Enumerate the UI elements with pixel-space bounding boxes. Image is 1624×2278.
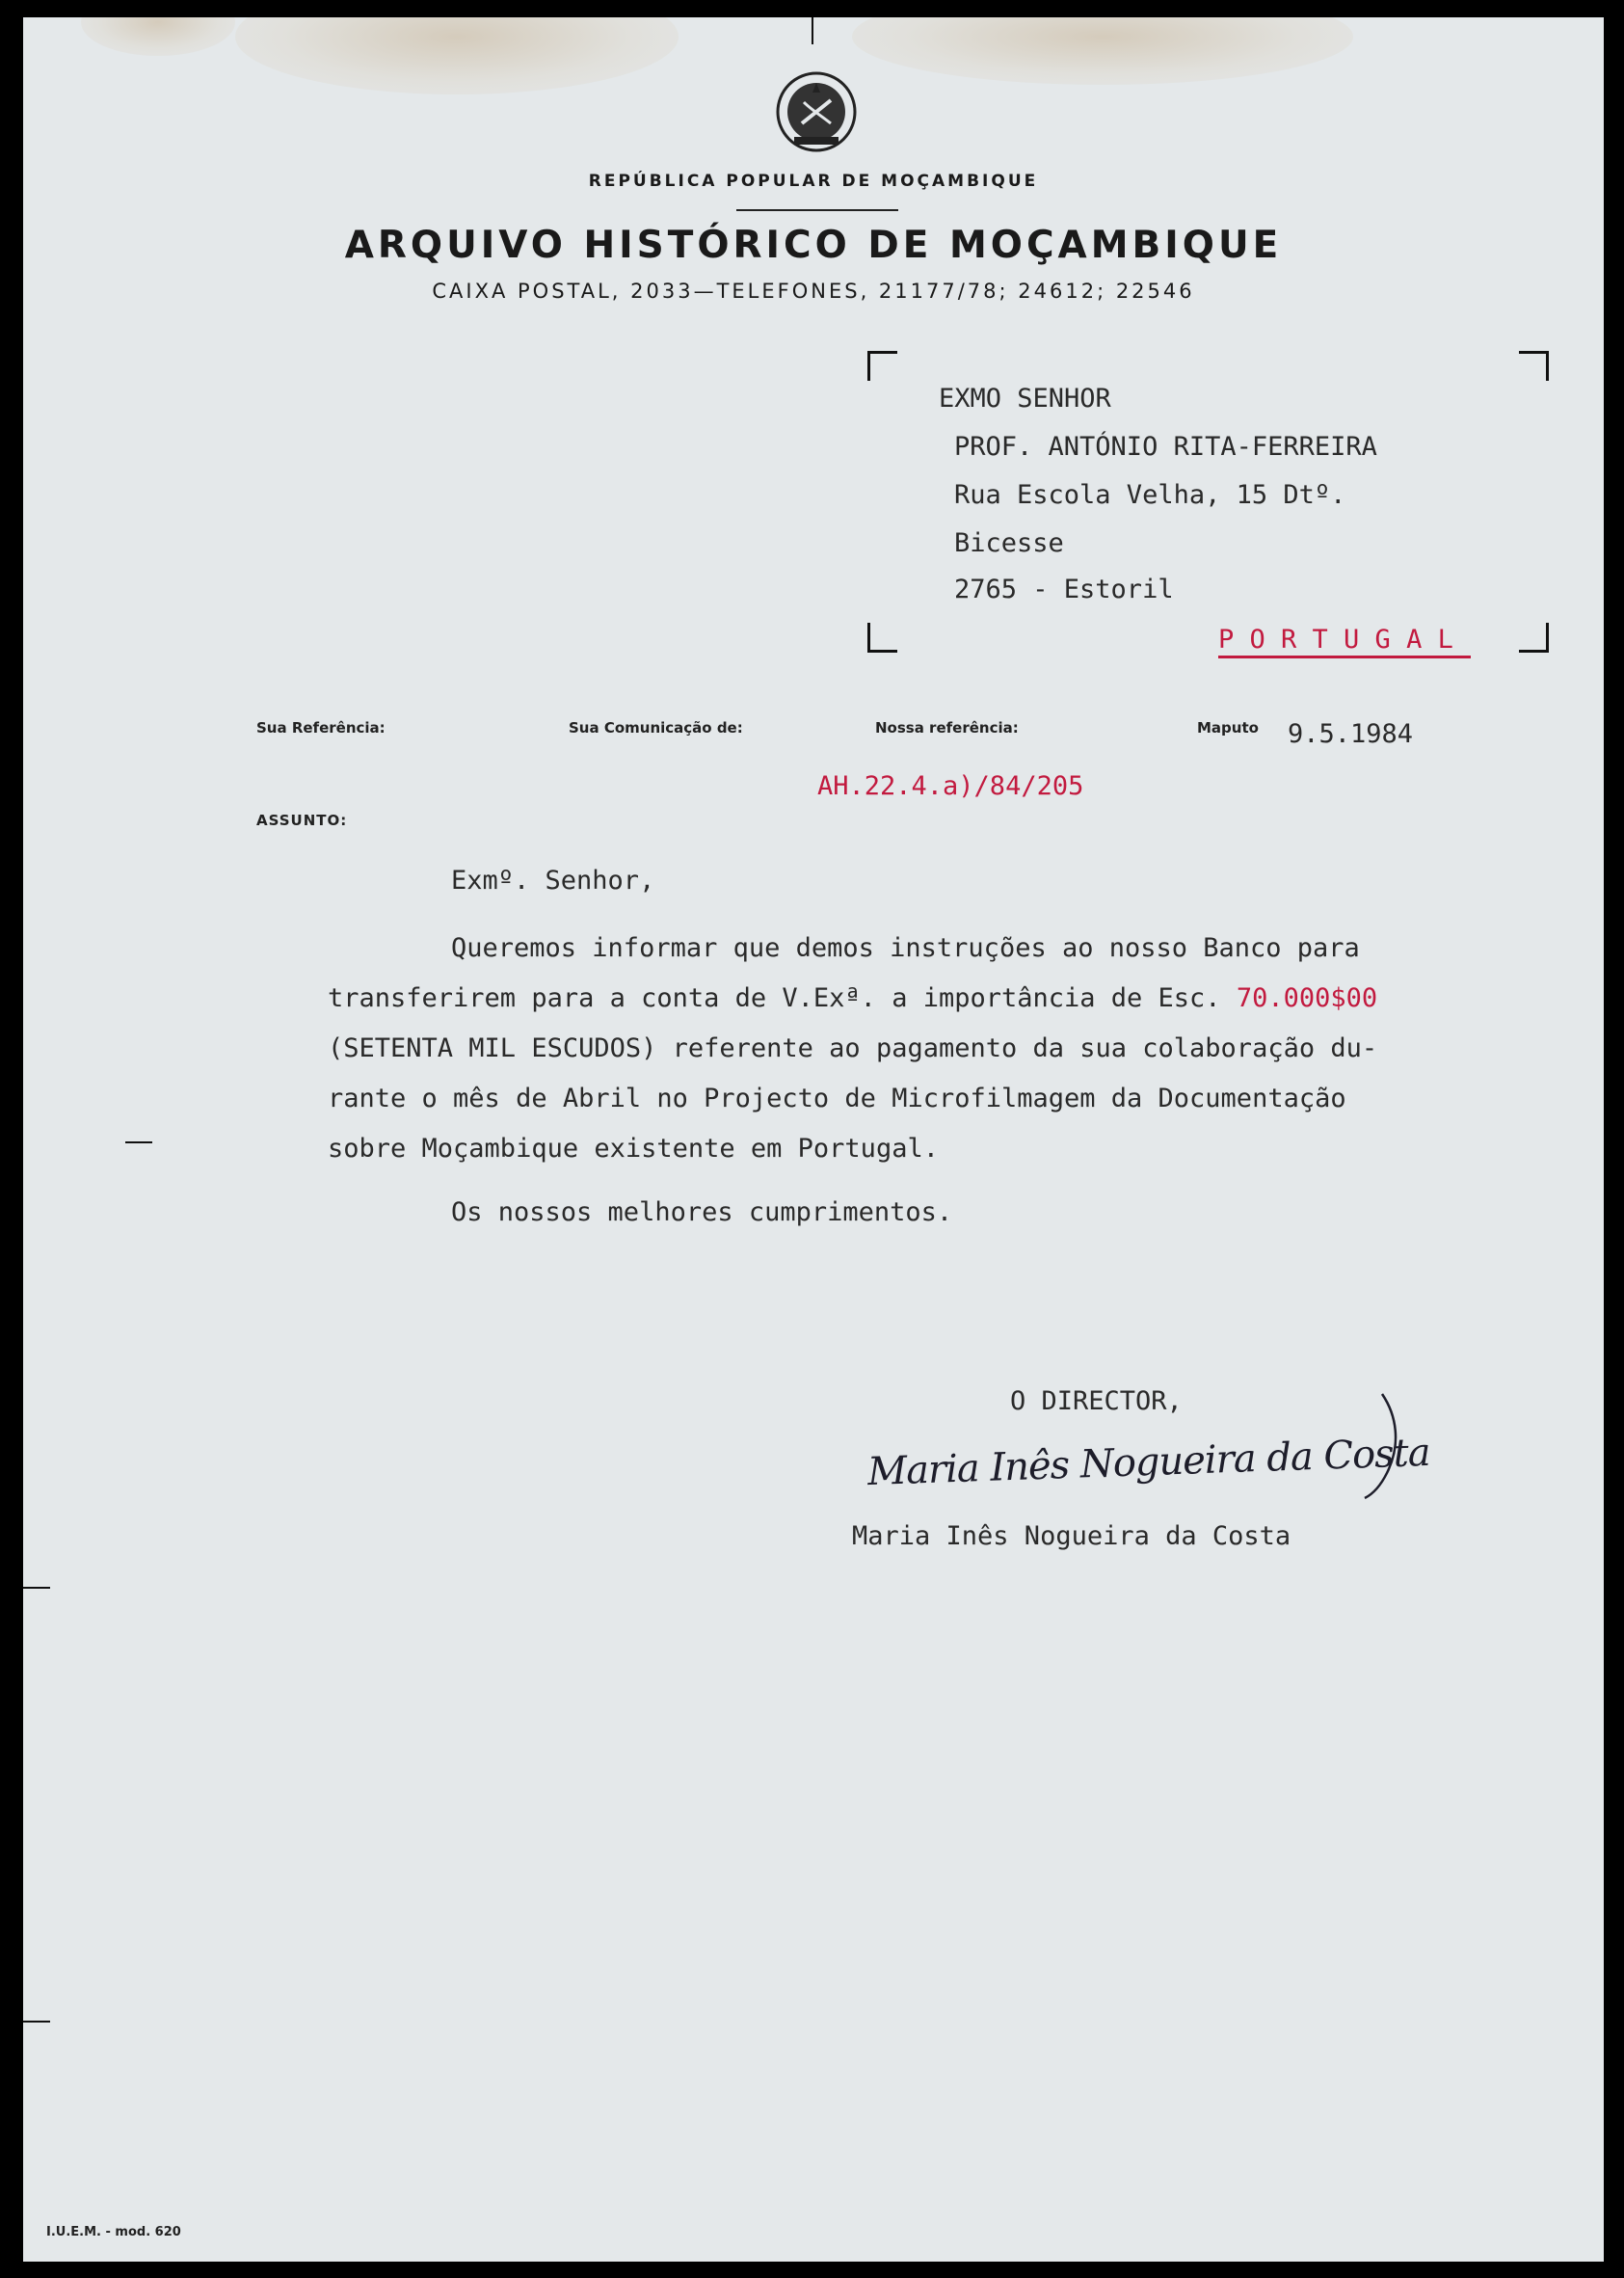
your-communication-label: Sua Comunicação de: bbox=[569, 719, 743, 737]
fold-mark bbox=[125, 1141, 152, 1143]
body-line-4: rante o mês de Abril no Projecto de Microfilmagem da Documentação bbox=[328, 1084, 1346, 1113]
body-line-2 bbox=[328, 983, 1377, 1013]
subject-label: ASSUNTO: bbox=[256, 812, 348, 829]
recipient-street: Rua Escola Velha, 15 Dtº. bbox=[954, 480, 1346, 510]
signature-flourish bbox=[1344, 1386, 1421, 1502]
paper-stain bbox=[852, 17, 1353, 85]
your-reference-label: Sua Referência: bbox=[256, 719, 386, 737]
our-reference-value: AH.22.4.a)/84/205 bbox=[817, 771, 1084, 801]
body-line-2-text: transferirem para a conta de V.Exª. a importância de Esc. bbox=[328, 983, 1237, 1013]
coat-of-arms-emblem bbox=[773, 67, 860, 156]
republic-name: REPÚBLICA POPULAR DE MOÇAMBIQUE bbox=[588, 172, 1039, 191]
fold-mark bbox=[23, 2021, 50, 2023]
recipient-salutation: EXMO SENHOR bbox=[939, 384, 1111, 414]
body-line-3: (SETENTA MIL ESCUDOS) referente ao pagamento da sua colaboração du- bbox=[328, 1033, 1378, 1063]
signatory-title: O DIRECTOR, bbox=[1010, 1386, 1183, 1416]
body-line-1: Queremos informar que demos instruções ao nosso Banco para bbox=[451, 933, 1360, 963]
recipient-locality: Bicesse bbox=[954, 528, 1064, 558]
window-corner-top-left bbox=[867, 351, 897, 381]
body-salutation: Exmº. Senhor, bbox=[451, 866, 655, 896]
handwritten-signature: Maria Inês Nogueira da Costa bbox=[866, 1430, 1431, 1495]
recipient-name: PROF. ANTÓNIO RITA-FERREIRA bbox=[954, 432, 1377, 462]
signatory-name: Maria Inês Nogueira da Costa bbox=[852, 1521, 1291, 1551]
body-closing: Os nossos melhores cumprimentos. bbox=[451, 1197, 953, 1227]
paper-stain bbox=[81, 17, 235, 56]
header-divider bbox=[736, 209, 898, 211]
form-code: I.U.E.M. - mod. 620 bbox=[46, 2225, 181, 2239]
window-corner-bottom-left bbox=[867, 623, 897, 653]
place-label: Maputo bbox=[1197, 719, 1259, 737]
paper-stain bbox=[235, 17, 679, 94]
fold-mark bbox=[812, 17, 813, 44]
our-reference-label: Nossa referência: bbox=[875, 719, 1019, 737]
letter-page bbox=[23, 17, 1604, 2262]
window-corner-bottom-right bbox=[1519, 623, 1549, 653]
recipient-city: 2765 - Estoril bbox=[954, 575, 1174, 604]
recipient-country: P O R T U G A L bbox=[1218, 625, 1453, 655]
fold-mark bbox=[23, 1587, 50, 1589]
payment-amount: 70.000$00 bbox=[1236, 983, 1378, 1013]
body-line-5: sobre Moçambique existente em Portugal. bbox=[328, 1134, 939, 1164]
institution-name: ARQUIVO HISTÓRICO DE MOÇAMBIQUE bbox=[344, 224, 1283, 267]
contact-line: CAIXA POSTAL, 2033—TELEFONES, 21177/78; 24612; 22546 bbox=[432, 280, 1195, 303]
country-underline bbox=[1218, 656, 1471, 658]
letter-date: 9.5.1984 bbox=[1288, 719, 1414, 749]
window-corner-top-right bbox=[1519, 351, 1549, 381]
